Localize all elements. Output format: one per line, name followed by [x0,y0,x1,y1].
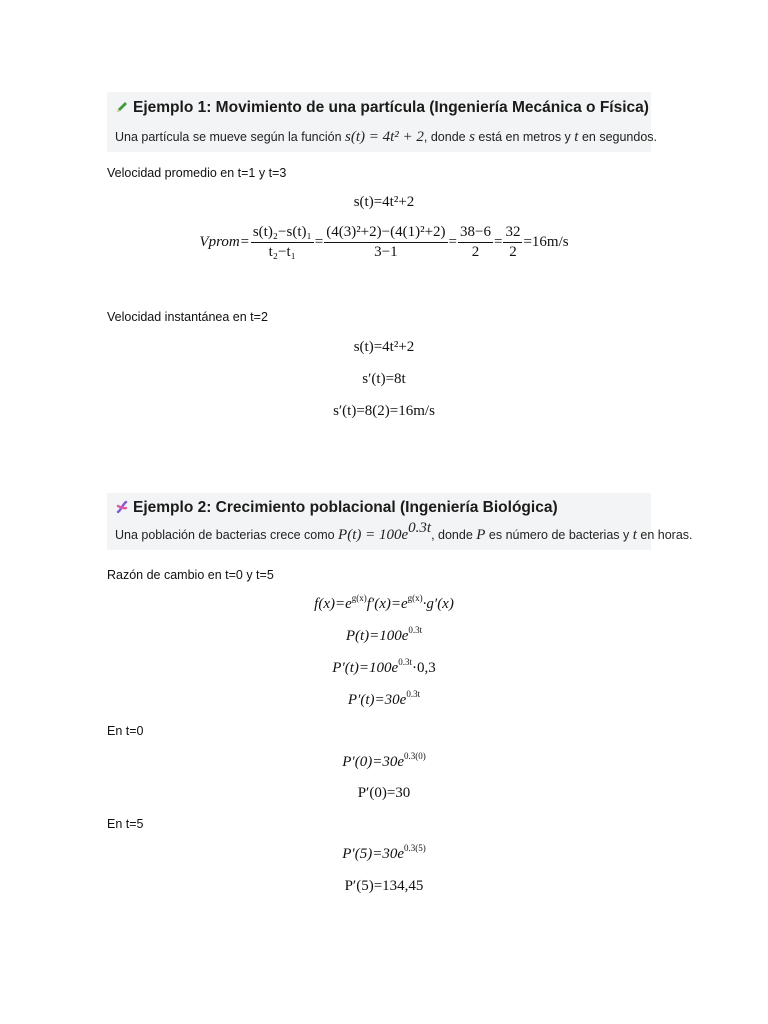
fraction-simplified: $\frac{38-6}{2}$ [460,224,491,260]
equation-p-prime-0: $P'(0)=30e^{0.3(0)}$ [342,751,426,770]
equation-s-t-repeat: s(t)=4t²+2 [353,339,415,355]
label-razon-cambio: Razón de cambio en t=0 y t=5 [107,568,274,582]
pencil-icon [115,100,129,114]
example1-banner [107,92,658,152]
equation-p-prime-t: $P'(t)=100e^{0.3t}\cdot 0,3$ [332,657,436,676]
example1-title: Ejemplo 1: Movimiento de una partícula (Ingeniería Mecánica o Física) [115,99,649,117]
label-en-t0: En t=0 [107,724,144,738]
label-velocidad-instantanea: Velocidad instantánea en t=2 [107,310,268,324]
equation-p-t: $P(t)=100e^{0.3t}$ [345,625,423,644]
equation-p-prime-0-result: P′(0)=30 [357,785,411,801]
fraction-substitution: $\frac{\text{(4(3)²+2)−(4(1)²+2)}}{3-1}$ [326,224,446,260]
equation-chain-rule: $f(x)=e^{g(x)}f'(x)=e^{g(x)}\cdot g'(x)$ [314,593,454,612]
equation-p-prime-5: $P'(5)=30e^{0.3(5)}$ [342,843,426,862]
equation-s-t: s(t)=4t²+2 [353,194,415,210]
equation-s-prime: s′(t)=8t [362,371,406,387]
label-en-t5: En t=5 [107,817,144,831]
example2-banner [107,493,693,550]
example2-title: Ejemplo 2: Crecimiento poblacional (Ingeniería Biológica) [115,499,558,517]
equation-s-prime-2: s′(t)=8(2)=16m/s [333,403,435,419]
fraction-definition: $\frac{\text{s(t)₂−s(t)₁}}{\text{t₂−t₁}}$ [252,224,312,260]
dna-icon [115,500,129,514]
equation-p-prime-simplified: $P'(t)=30e^{0.3t}$ [347,689,421,708]
fraction-reduced: $\frac{32}{2}$ [505,224,521,260]
label-velocidad-promedio: Velocidad promedio en t=1 y t=3 [107,166,287,180]
equation-vprom: Vprom= $\frac{\text{s(t)₂−s(t)₁}}{\text{t₂−t₁}}$ = $\frac{\text{(4(3)²+2)−(4(1)²+2)}}{3-1}$ = $\frac{38-6}{2}$ = $\frac{32}{2}$ =16m/s [199,224,569,260]
example1-description: Una partícula se mueve según la función s(t) = 4t² + 2, donde s está en metros y t en segundos. [115,129,658,145]
equation-p-prime-5-result: P′(5)=134,45 [344,878,424,894]
example2-description: Una población de bacterias crece como $P(t) = 100e^{0.3t}$, donde P es número de bacterias y t en horas. [115,520,693,543]
